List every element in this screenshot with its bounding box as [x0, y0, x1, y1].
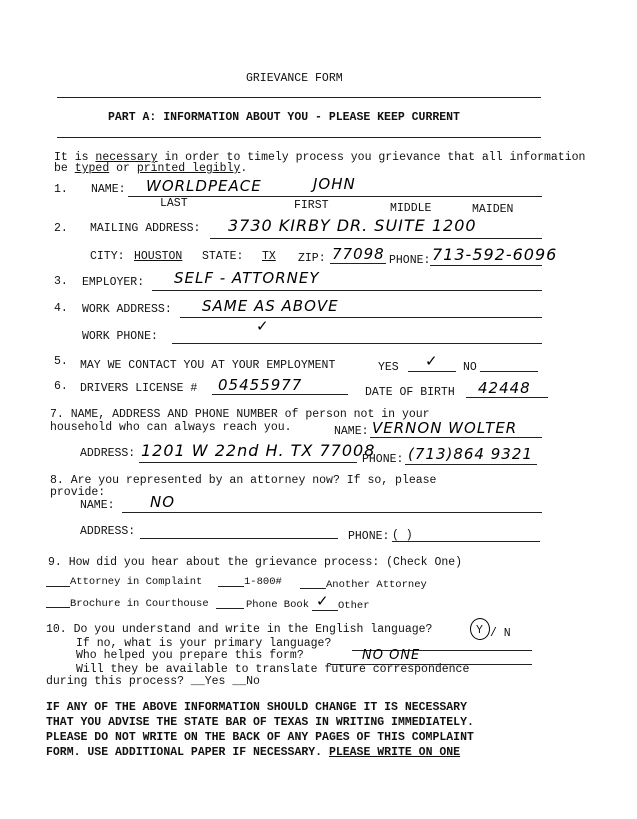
- part-a-heading: PART A: INFORMATION ABOUT YOU - PLEASE KEEP CURRENT: [108, 111, 460, 124]
- other-blank: [312, 610, 338, 611]
- helper-handwritten[interactable]: NO ONE: [362, 648, 421, 663]
- work-phone-line: [172, 343, 542, 344]
- last-sublabel: LAST: [160, 197, 188, 210]
- option-attorney-in-complaint[interactable]: Attorney in Complaint: [70, 576, 203, 588]
- q10-line-5: during this process? __Yes __No: [46, 675, 260, 688]
- phone-handwritten[interactable]: 713-592-6096: [432, 245, 558, 264]
- state-label: STATE:: [202, 250, 244, 263]
- phone-line: [430, 265, 542, 266]
- employer-label: EMPLOYER:: [82, 276, 145, 289]
- zip-label: ZIP:: [298, 252, 326, 265]
- work-address-label: WORK ADDRESS:: [82, 303, 172, 316]
- form-title: GRIEVANCE FORM: [246, 72, 343, 85]
- q9-question: 9. How did you hear about the grievance process: (Check One): [48, 556, 463, 569]
- contact-phone-label: PHONE:: [362, 453, 404, 466]
- first-sublabel: FIRST: [294, 199, 329, 212]
- mailing-address-handwritten[interactable]: 3730 KIRBY DR. SUITE 1200: [228, 216, 477, 235]
- contact-address-handwritten[interactable]: 1201 W 22nd H. TX 77008: [141, 441, 376, 460]
- contact-phone-line: [405, 464, 537, 465]
- q2-number: 2.: [54, 222, 68, 235]
- option-other[interactable]: Other: [338, 600, 370, 612]
- brochure-blank: [46, 607, 70, 608]
- intro-line-1: It is necessary in order to timely process you grievance that all information: [54, 151, 586, 164]
- option-hotline[interactable]: 1-800#: [244, 576, 282, 588]
- q5-number: 5.: [54, 355, 68, 368]
- work-address-handwritten[interactable]: SAME AS ABOVE: [202, 297, 339, 315]
- zip-handwritten[interactable]: 77098: [332, 245, 385, 263]
- footer-line-2: THAT YOU ADVISE THE STATE BAR OF TEXAS IN WRITING IMMEDIATELY.: [46, 716, 474, 729]
- city-label: CITY:: [90, 250, 125, 263]
- q3-number: 3.: [54, 275, 68, 288]
- dob-line: [466, 397, 548, 398]
- dob-handwritten[interactable]: 42448: [478, 379, 531, 397]
- q10-line-1: 10. Do you understand and write in the English language?: [46, 623, 433, 636]
- q4-number: 4.: [54, 302, 68, 315]
- footer-line-1: IF ANY OF THE ABOVE INFORMATION SHOULD CHANGE IT IS NECESSARY: [46, 701, 467, 714]
- q7-line-2: household who can always reach you.: [50, 421, 292, 434]
- first-name-handwritten[interactable]: JOHN: [313, 175, 356, 193]
- q8-line-1: 8. Are you represented by an attorney now? If so, please: [50, 474, 437, 487]
- intro-line-2: be typed or printed legibly.: [54, 162, 248, 175]
- attorney-address-line: [140, 538, 338, 539]
- option-phone-book[interactable]: Phone Book: [246, 599, 310, 611]
- other-check[interactable]: ✓: [316, 592, 330, 610]
- mailing-address-label: MAILING ADDRESS:: [90, 222, 201, 235]
- dob-label: DATE OF BIRTH: [365, 386, 455, 399]
- q8-line-2: provide:: [50, 486, 106, 499]
- zip-line: [330, 263, 386, 264]
- employer-line: [152, 290, 542, 291]
- hotline-blank: [218, 586, 244, 587]
- drivers-license-label: DRIVERS LICENSE #: [80, 382, 198, 395]
- part-a-rule: [57, 137, 541, 138]
- option-brochure[interactable]: Brochure in Courthouse: [70, 598, 209, 610]
- attorney-name-handwritten[interactable]: NO: [150, 493, 176, 511]
- q10-line-2: If no, what is your primary language?: [76, 637, 332, 650]
- q1-number: 1.: [54, 183, 68, 196]
- no-line: [480, 371, 538, 372]
- middle-sublabel: MIDDLE: [390, 202, 432, 215]
- yes-line: [408, 371, 456, 372]
- name-label: NAME:: [91, 183, 126, 196]
- attorney-name-line: [122, 512, 542, 513]
- work-address-line: [180, 317, 542, 318]
- mailing-address-line: [210, 238, 542, 239]
- drivers-license-handwritten[interactable]: 05455977: [218, 376, 303, 394]
- q10-line-4: Will they be available to translate future correspondence: [76, 663, 470, 676]
- contact-address-label: ADDRESS:: [80, 447, 136, 460]
- yes-label: YES: [378, 361, 399, 374]
- option-another-attorney[interactable]: Another Attorney: [326, 579, 427, 591]
- attorney-name-label: NAME:: [80, 499, 115, 512]
- footer-line-3: PLEASE DO NOT WRITE ON THE BACK OF ANY PAGES OF THIS COMPLAINT: [46, 731, 474, 744]
- contact-phone-handwritten[interactable]: (713)864 9321: [408, 445, 533, 463]
- employer-handwritten[interactable]: SELF - ATTORNEY: [174, 269, 320, 287]
- name-line: [128, 196, 542, 197]
- another-attorney-blank: [300, 588, 326, 589]
- contact-address-line: [139, 462, 357, 463]
- title-rule: [57, 97, 541, 98]
- work-phone-check[interactable]: ✓: [256, 317, 270, 335]
- no-label: NO: [463, 361, 477, 374]
- q10-no-option[interactable]: / N: [490, 627, 511, 640]
- attorney-in-complaint-blank: [46, 586, 70, 587]
- contact-employment-label: MAY WE CONTACT YOU AT YOUR EMPLOYMENT: [80, 359, 336, 372]
- maiden-sublabel: MAIDEN: [472, 203, 514, 216]
- attorney-phone-label: PHONE:: [348, 530, 390, 543]
- contact-name-handwritten[interactable]: VERNON WOLTER: [372, 419, 518, 437]
- footer-line-4: FORM. USE ADDITIONAL PAPER IF NECESSARY. PLEASE WRITE ON ONE: [46, 746, 461, 759]
- drivers-license-line: [212, 394, 348, 395]
- q7-line-1: 7. NAME, ADDRESS AND PHONE NUMBER of person not in your: [50, 408, 430, 421]
- last-name-handwritten[interactable]: WORLDPEACE: [146, 177, 262, 195]
- state-value[interactable]: TX: [262, 250, 276, 263]
- q6-number: 6.: [54, 380, 68, 393]
- q10-line-3: Who helped you prepare this form?: [76, 649, 304, 662]
- contact-name-line: [370, 437, 542, 438]
- work-phone-label: WORK PHONE:: [82, 330, 158, 343]
- attorney-phone-paren[interactable]: ( ): [392, 529, 413, 542]
- attorney-address-label: ADDRESS:: [80, 525, 136, 538]
- phone-label: PHONE:: [389, 254, 431, 267]
- phone-book-blank: [216, 608, 244, 609]
- attorney-phone-line: [392, 541, 540, 542]
- yes-check[interactable]: ✓: [425, 352, 439, 370]
- contact-name-label: NAME:: [334, 425, 369, 438]
- city-value[interactable]: HOUSTON: [134, 250, 183, 263]
- q10-yes-circled[interactable]: Y: [476, 624, 483, 637]
